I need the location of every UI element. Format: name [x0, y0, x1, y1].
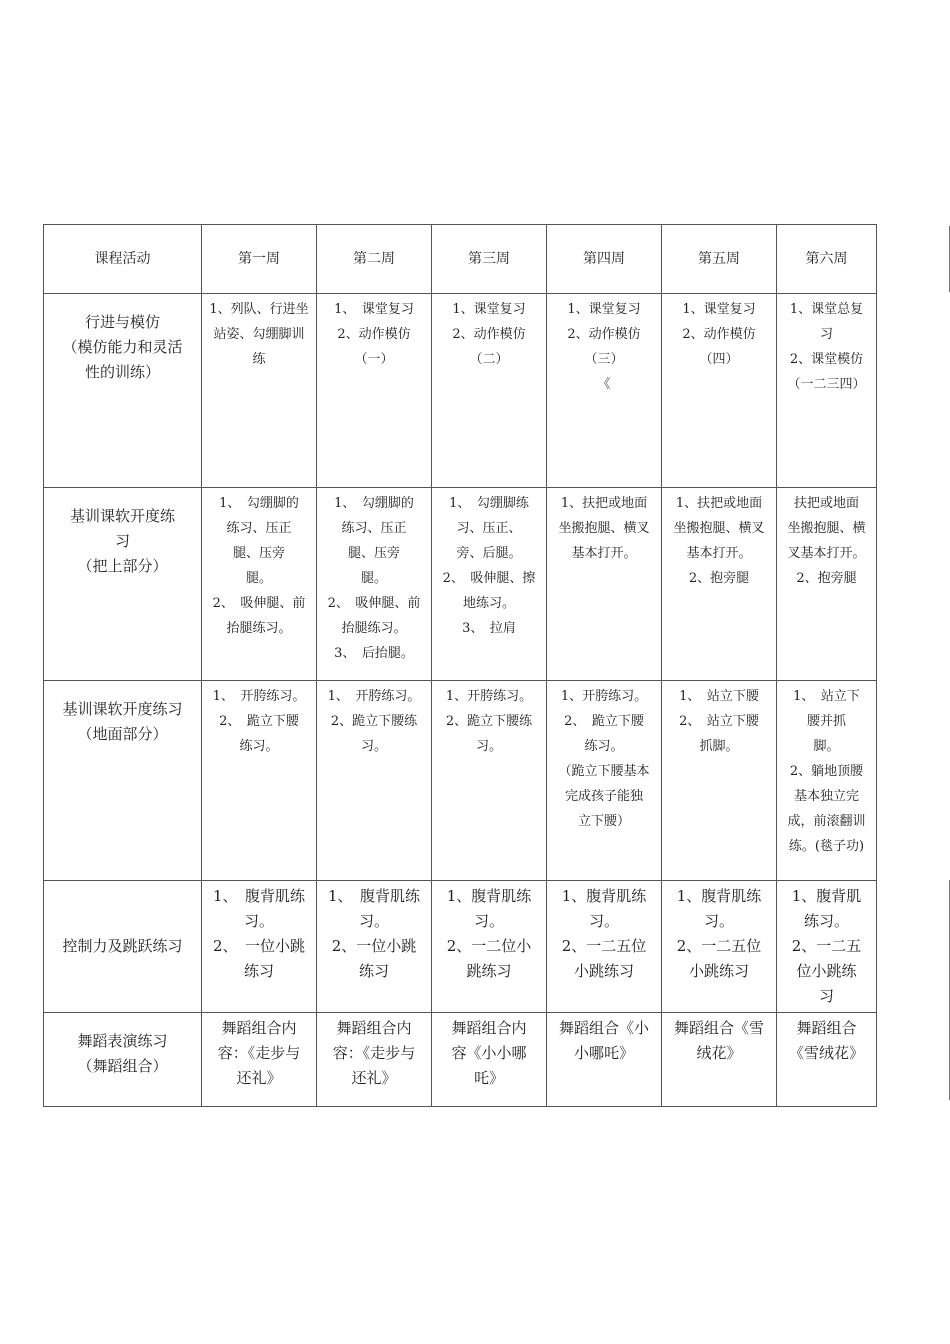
cell-line: 2、 站立下腰 [679, 714, 759, 729]
row-title-line: 基训课软开度练习 [62, 700, 183, 718]
cell-line: （二） [469, 352, 509, 367]
cell-line: 练习 [243, 962, 274, 980]
cell-line: 2、一位小跳 [331, 937, 417, 955]
cell-line: 地练习。 [462, 596, 515, 611]
cell-line: 还礼》 [236, 1069, 282, 1087]
header-week-1: 第一周 [202, 225, 317, 294]
cell-line: 练。(毯子功) [788, 839, 865, 854]
cell-line: 绒花》 [696, 1044, 742, 1062]
cell-line: 2、 吸伸腿、前 [212, 596, 306, 611]
cell-line: 1、 勾绷脚的 [334, 496, 414, 511]
cell-line: 练习、压正 [341, 521, 407, 536]
cell-line: 2、课堂模仿 [789, 352, 864, 367]
cell-line: （三） [584, 352, 624, 367]
cell-line: 抬腿练习。 [226, 621, 292, 636]
week-2-cell [317, 294, 432, 488]
row-title [44, 1013, 202, 1107]
row-floor-flexibility [44, 681, 877, 881]
cell-line: 舞蹈组合 [796, 1019, 857, 1037]
header-week-2: 第二周 [317, 225, 432, 294]
cell-line: 《 [597, 377, 611, 392]
cell-line: 《雪绒花》 [788, 1044, 864, 1062]
course-schedule-table [43, 224, 877, 1107]
cell-line: 小哪吒》 [573, 1044, 634, 1062]
cell-line: 练 [252, 352, 266, 367]
cell-line: 基本打开。 [571, 546, 637, 561]
row-barre-flexibility [44, 488, 877, 681]
week-4-cell [547, 488, 662, 681]
cell-line: 腰并抓 [806, 714, 846, 729]
week-5-cell [662, 1013, 777, 1107]
cell-line: 叉基本打开。 [787, 546, 866, 561]
cell-line: 腿、压旁 [347, 546, 400, 561]
row-title-line: （地面部分） [77, 725, 168, 743]
cell-line: 吒》 [473, 1069, 504, 1087]
cell-line: 1、扶把或地面 [675, 496, 763, 511]
week-3-cell [432, 881, 547, 1013]
cell-line: （一二三四） [787, 377, 866, 392]
cell-line: 腿、压旁 [232, 546, 285, 561]
cell-line: 抓脚。 [699, 739, 739, 754]
week-1-cell [202, 881, 317, 1013]
cell-line: 练习。 [239, 739, 279, 754]
cell-line: 2、一二位小 [446, 937, 532, 955]
cell-line: 容《小小哪 [451, 1044, 527, 1062]
cell-line: 1、腹背肌 [791, 887, 862, 905]
row-title [44, 881, 202, 1013]
cell-line: 舞蹈组合内 [221, 1019, 297, 1037]
row-title-line: （模仿能力和灵活 [62, 338, 183, 356]
week-6-cell [777, 488, 877, 681]
week-6-cell [777, 1013, 877, 1107]
cell-line: （一） [354, 352, 394, 367]
cell-line: 站姿、勾绷脚训 [213, 327, 305, 342]
cell-line: 舞蹈组合《小 [558, 1019, 649, 1037]
row-title-line: 控制力及跳跃练习 [62, 937, 183, 955]
row-dance-performance [44, 1013, 877, 1107]
cell-line: 2、跪立下腰练 [445, 714, 533, 729]
row-title-line: 习 [114, 532, 130, 550]
row-title-line: 舞蹈表演练习 [77, 1032, 168, 1050]
cell-line: 2、一二五位 [561, 937, 647, 955]
row-control-jumping [44, 881, 877, 1013]
week-2-cell [317, 488, 432, 681]
cell-line: 坐搬抱腿、横 [787, 521, 866, 536]
cell-line: 跳练习 [466, 962, 512, 980]
cell-line: 容：《走步与 [332, 1044, 416, 1062]
header-week-3: 第三周 [432, 225, 547, 294]
cell-line: 2、动作模仿 [682, 327, 756, 342]
cell-line: 1、课堂总复 [789, 302, 864, 317]
cell-line: （跪立下腰基本 [558, 764, 650, 779]
cell-line: 2、动作模仿 [337, 327, 411, 342]
week-4-cell [547, 294, 662, 488]
cell-line: 坐搬抱腿、横叉 [558, 521, 650, 536]
cell-line: 抬腿练习。 [341, 621, 407, 636]
week-1-cell [202, 294, 317, 488]
week-4-cell [547, 881, 662, 1013]
cell-line: 2、躺地顶腰 [789, 764, 864, 779]
week-5-cell [662, 681, 777, 881]
cell-line: 舞蹈组合内 [336, 1019, 412, 1037]
cell-line: 习。 [588, 912, 619, 930]
cell-line: 1、 开胯练习。 [327, 689, 421, 704]
cell-line: 1、腹背肌练 [676, 887, 762, 905]
week-4-cell [547, 1013, 662, 1107]
cell-line: 坐搬抱腿、横叉 [673, 521, 765, 536]
cell-line: 习。 [473, 912, 504, 930]
cell-line: 1、 勾绷脚的 [219, 496, 299, 511]
cell-line: 练习 [358, 962, 389, 980]
cell-line: 3、 拉肩 [462, 621, 516, 636]
week-3-cell [432, 488, 547, 681]
week-3-cell [432, 681, 547, 881]
cell-line: 1、 站立下 [793, 689, 860, 704]
cell-line: 1、课堂复习 [567, 302, 641, 317]
header-week-6: 第六周 [777, 225, 877, 294]
cell-line: 1、 勾绷脚练 [449, 496, 529, 511]
week-2-cell [317, 1013, 432, 1107]
cell-line: 容：《走步与 [217, 1044, 301, 1062]
header-week-4: 第四周 [547, 225, 662, 294]
cell-line: 完成孩子能独 [564, 789, 643, 804]
header-row [44, 225, 877, 294]
cell-line: 旁、后腿。 [456, 546, 522, 561]
cell-line: 1、 站立下腰 [679, 689, 759, 704]
cell-line: 1、腹背肌练 [561, 887, 647, 905]
cell-line: 脚。 [813, 739, 840, 754]
cell-line: 1、课堂复习 [452, 302, 526, 317]
week-6-cell [777, 881, 877, 1013]
cell-line: 习。 [703, 912, 734, 930]
cell-line: 2、 跪立下腰 [564, 714, 644, 729]
cell-line: 1、 腹背肌练 [327, 887, 421, 905]
cell-line: 舞蹈组合内 [451, 1019, 527, 1037]
cell-line: 习。 [358, 912, 389, 930]
cell-line: 习。 [360, 739, 387, 754]
row-title [44, 488, 202, 681]
cell-line: 习、压正、 [456, 521, 522, 536]
cell-line: 1、 腹背肌练 [212, 887, 306, 905]
row-title [44, 681, 202, 881]
cell-line: 基本打开。 [686, 546, 752, 561]
cell-line: 2、跪立下腰练 [330, 714, 418, 729]
week-2-cell [317, 681, 432, 881]
week-3-cell [432, 1013, 547, 1107]
cell-line: 1、扶把或地面 [560, 496, 648, 511]
cell-line: 1、 课堂复习 [334, 302, 414, 317]
cell-line: 基本独立完 [793, 789, 859, 804]
cell-line: 2、 吸伸腿、擦 [442, 571, 536, 586]
cell-line: 1、列队、行进坐 [209, 302, 309, 317]
cell-line: 1、 开胯练习。 [212, 689, 306, 704]
cell-line: 小跳练习 [573, 962, 634, 980]
cell-line: 2、动作模仿 [567, 327, 641, 342]
week-6-cell [777, 294, 877, 488]
cell-line: 习。 [243, 912, 274, 930]
cell-line: 1、开胯练习。 [445, 689, 533, 704]
cell-line: 2、 吸伸腿、前 [327, 596, 421, 611]
row-title-line: （舞蹈组合） [77, 1057, 168, 1075]
cell-line: 立下腰） [577, 814, 630, 829]
cell-line: 小跳练习 [688, 962, 749, 980]
row-title-line: 基训课软开度练 [69, 507, 175, 525]
week-6-cell [777, 681, 877, 881]
cell-line: 扶把或地面 [793, 496, 859, 511]
week-5-cell [662, 881, 777, 1013]
cell-line: 习 [819, 327, 833, 342]
week-1-cell [202, 1013, 317, 1107]
week-5-cell [662, 294, 777, 488]
cell-line: 2、抱旁腿 [796, 571, 857, 586]
cell-line: 习 [818, 987, 834, 1005]
cell-line: 2、动作模仿 [452, 327, 526, 342]
cell-line: 2、一二五 [791, 937, 862, 955]
cell-line: 1、开胯练习。 [560, 689, 648, 704]
cell-line: 1、腹背肌练 [446, 887, 532, 905]
row-title-line: 性的训练） [84, 363, 160, 381]
cell-line: 练习。 [803, 912, 849, 930]
cell-line: 习。 [475, 739, 502, 754]
cell-line: 2、抱旁腿 [688, 571, 750, 586]
cell-line: 位小跳练 [796, 962, 857, 980]
week-3-cell [432, 294, 547, 488]
cell-line: 练习、压正 [226, 521, 292, 536]
cell-line: 舞蹈组合《雪 [673, 1019, 764, 1037]
header-week-5: 第五周 [662, 225, 777, 294]
row-title [44, 294, 202, 488]
cell-line: 腿。 [360, 571, 387, 586]
week-1-cell [202, 681, 317, 881]
cell-line: 3、 后抬腿。 [334, 646, 414, 661]
week-5-cell [662, 488, 777, 681]
cell-line: 练习。 [584, 739, 624, 754]
cell-line: 2、 一位小跳 [212, 937, 306, 955]
header-activity: 课程活动 [44, 225, 202, 294]
row-marching-imitation [44, 294, 877, 488]
cell-line: 1、课堂复习 [682, 302, 756, 317]
cell-line: 还礼》 [351, 1069, 397, 1087]
cell-line: 腿。 [245, 571, 272, 586]
cell-line: 2、 跪立下腰 [219, 714, 299, 729]
cell-line: （四） [699, 352, 739, 367]
week-2-cell [317, 881, 432, 1013]
row-title-line: （把上部分） [77, 557, 168, 575]
week-4-cell [547, 681, 662, 881]
row-title-line: 行进与模仿 [84, 313, 160, 331]
cell-line: 2、一二五位 [676, 937, 762, 955]
week-1-cell [202, 488, 317, 681]
cell-line: 成，前滚翻训 [787, 814, 866, 829]
